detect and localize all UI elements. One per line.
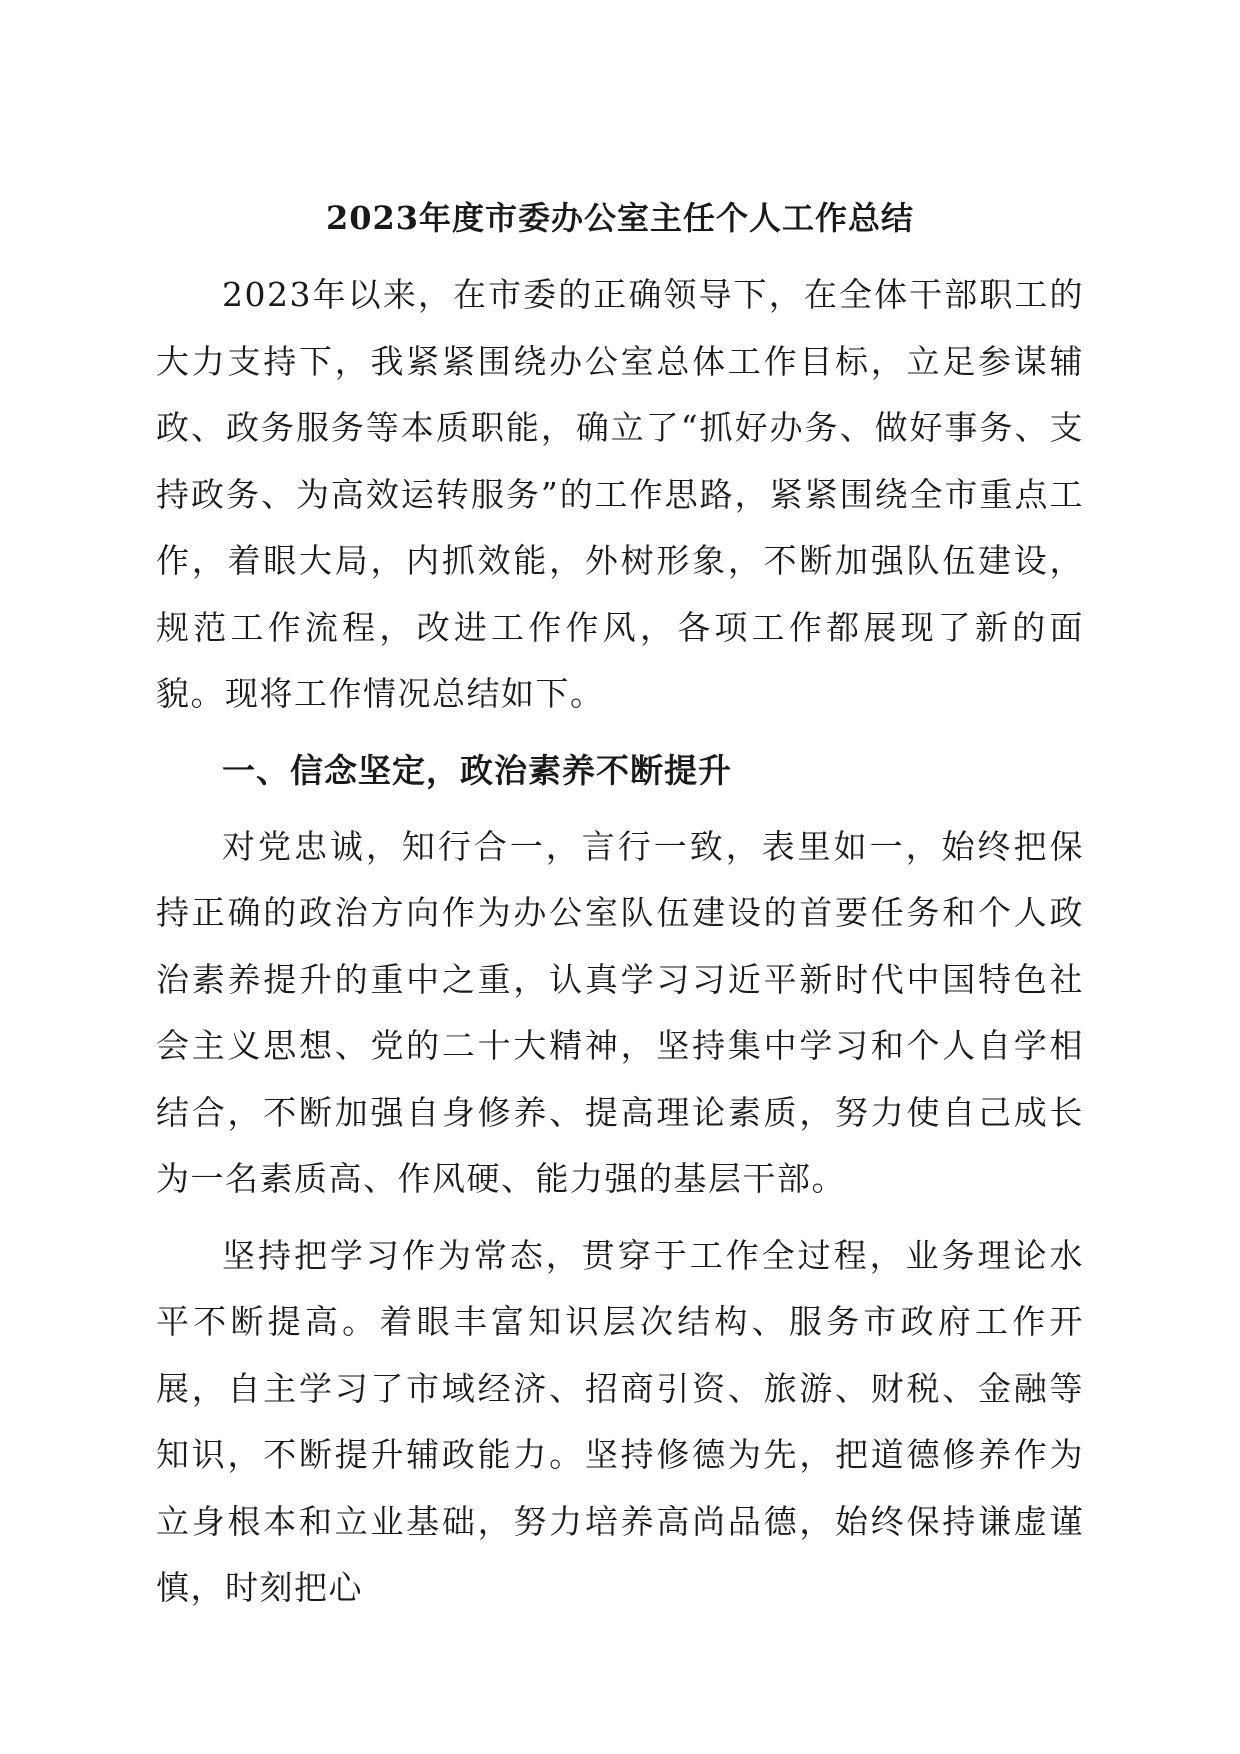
intro-paragraph: 2023年以来，在市委的正确领导下，在全体干部职工的大力支持下，我紧紧围绕办公室总体工作目标，立足参谋辅政、政务服务等本质职能，确立了“抓好办务、做好事务、支持政务、为高效运转服务”的工作思路，紧紧围绕全市重点工作，着眼大局，内抓效能，外树形象，不断加强队伍建设，规范工作流程，改进工作作风，各项工作都展现了新的面貌。现将工作情况总结如下。 — [156, 275, 1084, 713]
body-paragraph: 坚持把学习作为常态，贯穿于工作全过程，业务理论水平不断提高。着眼丰富知识层次结构、服务市政府工作开展，自主学习了市域经济、招商引资、旅游、财税、金融等知识，不断提升辅政能力。坚持修德为先，把道德修养作为立身根本和立业基础，努力培养高尚品德，始终保持谦虚谨慎，时刻把心 — [156, 1235, 1084, 1607]
body-paragraph: 对党忠诚，知行合一，言行一致，表里如一，始终把保持正确的政治方向作为办公室队伍建设的首要任务和个人政治素养提升的重中之重，认真学习习近平新时代中国特色社会主义思想、党的二十大精神，坚持集中学习和个人自学相结合，不断加强自身修养、提高理论素质，努力使自己成长为一名素质高、作风硬、能力强的基层干部。 — [156, 826, 1084, 1198]
document-page — [156, 196, 1084, 1632]
document-title: 2023年度市委办公室主任个人工作总结 — [325, 199, 915, 237]
section-heading: 一、信念坚定，政治素养不断提升 — [222, 750, 732, 790]
